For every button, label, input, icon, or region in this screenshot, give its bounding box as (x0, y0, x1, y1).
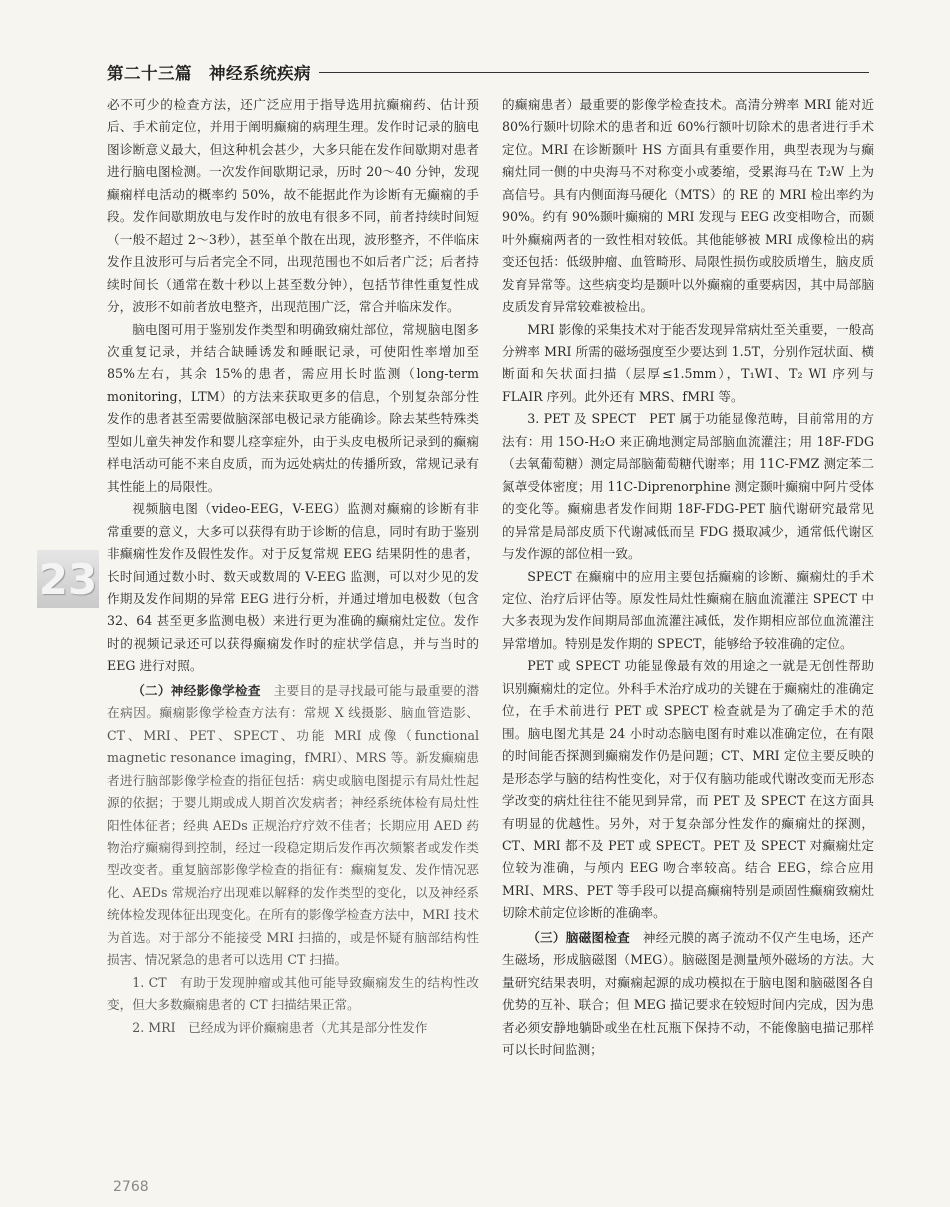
chapter-tab: 23 (37, 550, 99, 608)
paragraph: MRI 影像的采集技术对于能否发现异常病灶至关重要，一般高分辨率 MRI 所需的磁场强度至少要达到 1.5T，分别作冠状面、横断面和矢状面扫描（层厚≤1.5mm），T₁WI、T₂ WI 序列与 FLAIR 序列。此外还有 MRS、fMRI 等。 (502, 321, 874, 404)
page-header-title: 第二十三篇 神经系统疾病 (107, 64, 311, 83)
paragraph: 必不可少的检查方法，还广泛应用于指导选用抗癫痫药、估计预后、手术前定位，并用于阐明癫痫的病理生理。发作时记录的脑电图诊断意义最大，但这种机会甚少，大多只能在发作间歇期对患者进行脑电图检测。一次发作间歇期记录，历时 20～40 分钟，发现癫痫样电活动的概率约 50%，故不能据此作为诊断有无癫痫的手段。发作间歇期放电与发作时的放电有很多不同，前者持续时间短（一般不超过 2～3秒），甚至单个散在出现，波形整齐，不伴临床发作且波形可与后者完全不同，出现范围也不如后者广泛；后者持续时间长（通常在数十秒以上甚至数分钟），包括节律性重复性成分，波形不如前者放电整齐，出现范围广泛，常合并临床发作。 (107, 97, 479, 315)
page-header (107, 58, 869, 86)
section-text: 神经元膜的离子流动不仅产生电场，还产生磁场，形成脑磁图（MEG）。脑磁图是测量颅外磁场的方法。大量研究结果表明，对癫痫起源的成功模拟在于脑电图和脑磁图各自优势的互补、联合；但 MEG 描记要求在较短时间内完成，因为患者必须安静地躺卧或坐在杜瓦瓶下保持不动，不能像脑电描记那样可以长时间监测； (502, 929, 875, 1058)
section-paragraph (502, 927, 874, 1062)
paragraph: 脑电图可用于鉴别发作类型和明确致痫灶部位，常规脑电图多次重复记录，并结合缺睡诱发和睡眠记录，可使阳性率增加至 85%左右，其余 15%的患者，需应用长时监测（long-term monitoring，LTM）的方法来获取更多的信息，个别复杂部分性发作的患者甚至需要做脑深部电极记录方能确诊。除去某些特殊类型如儿童失神发作和婴儿痉挛症外，由于头皮电极所记录到的癫痫样电活动可能不来自皮质，而为远处病灶的传播所致，常规记录有其性能上的局限性。 (107, 321, 479, 494)
section-text: 主要目的是寻找最可能与最重要的潜在病因。癫痫影像学检查方法有：常规 X 线摄影、脑血管造影、CT、MRI、PET、SPECT、功能 MRI 成像（functional magnetic resonance imaging，fMRI）、MRS 等。新发癫痫患者进行脑部影像学检查的指征包括：病史或脑电图提示有局灶性起源的依据；于婴儿期或成人期首次发病者；神经系统体检有局灶性阳性体征者；经典 AEDs 正规治疗疗效不佳者；长期应用 AED 药物治疗癫痫得到控制，经过一段稳定期后发作再次频繁者或发作类型改变者。重复脑部影像学检查的指征有：癫痫复发、发作情况恶化、AEDs 常规治疗出现难以解释的发作类型的变化，以及神经系统体检发现体征出现变化。在所有的影像学检查方法中，MRI 技术为首选。对于部分不能接受 MRI 扫描的，或是怀疑有脑部结构性损害、情况紧急的患者可以选用 CT 扫描。 (107, 682, 480, 968)
left-column (107, 94, 479, 1039)
section-title: （二）神经影像学检查 (132, 682, 261, 698)
paragraph: 2. MRI 已经成为评价癫痫患者（尤其是部分性发作 (132, 1019, 428, 1035)
paragraph: SPECT 在癫痫中的应用主要包括癫痫的诊断、癫痫灶的手术定位、治疗后评估等。原发性局灶性癫痫在脑血流灌注 SPECT 中大多表现为发作间期局部血流灌注减低，发作期相应部位血流灌注异常增加。特别是发作期的 SPECT，能够给予较准确的定位。 (502, 568, 874, 651)
paragraph: 视频脑电图（video-EEG，V-EEG）监测对癫痫的诊断有非常重要的意义，大多可以获得有助于诊断的信息，同时有助于鉴别非癫痫性发作及假性发作。对于反复常规 EEG 结果阴性的患者，长时间通过数小时、数天或数周的 V-EEG 监测，可以对少见的发作期及发作间期的异常 EEG 进行分析，并通过增加电极数（包含 32、64 甚至更多监测电极）来进行更为准确的癫痫灶定位。发作时的视频记录还可以获得癫痫发作时的症状学信息，并与当时的 EEG 进行对照。 (107, 501, 479, 674)
section-paragraph (107, 680, 479, 972)
header-rule (319, 72, 869, 73)
right-column (502, 94, 874, 1061)
section-title: （三）脑磁图检查 (527, 929, 631, 945)
paragraph: 的癫痫患者）最重要的影像学检查技术。高清分辨率 MRI 能对近 80%行颞叶切除术的患者和近 60%行额叶切除术的患者进行手术定位。MRI 在诊断颞叶 HS 方面具有重要作用，典型表现为与癫痫灶同一侧的中央海马不对称变小或萎缩，受累海马在 T₂W 上为高信号。具有内侧面海马硬化（MTS）的 RE 的 MRI 检出率约为 90%。约有 90%颞叶癫痫的 MRI 发现与 EEG 改变相吻合，而颞叶外癫痫两者的一致性相对较低。其他能够被 MRI 成像检出的病变还包括：低级肿瘤、血管畸形、局限性损伤或胶质增生，脑皮质发育异常等。这些病变均是颞叶以外癫痫的重要病因，其中局部脑皮质发育异常较难被检出。 (502, 97, 874, 315)
paragraph: 3. PET 及 SPECT PET 属于功能显像范畴，目前常用的方法有：用 15O-H₂O 来正确地测定局部脑血流灌注；用 18F-FDG（去氧葡萄糖）测定局部脑葡萄糖代谢率；用 11C-FMZ 测定苯二氮䓬受体密度；用 11C-Diprenorphine 测定颞叶癫痫中阿片受体的变化等。癫痫患者发作间期 18F-FDG-PET 脑代谢研究最常见的异常是局部皮质下代谢减低而呈 FDG 摄取减少，通常低代谢区与发作源的部位相一致。 (502, 411, 874, 562)
paragraph: 1. CT 有助于发现肿瘤或其他可能导致癫痫发生的结构性改变，但大多数癫痫患者的 CT 扫描结果正常。 (107, 974, 479, 1013)
paragraph: PET 或 SPECT 功能显像最有效的用途之一就是无创性帮助识别癫痫灶的定位。外科手术治疗成功的关键在于癫痫灶的准确定位，在手术前进行 PET 或 SPECT 检查就是为了确定手术的范围。脑电图尤其是 24 小时动态脑电图有时难以准确定位，在有限的时间能否探测到癫痫发作仍是问题；CT、MRI 定位主要反映的是形态学与脑的结构性变化，对于仅有脑功能或代谢改变而无形态学改变的病灶往往不能见到异常，而 PET 及 SPECT 在这方面具有明显的优越性。另外，对于复杂部分性发作的癫痫灶的探测，CT、MRI 都不及 PET 或 SPECT。PET 及 SPECT 对癫痫灶定位较为准确，与颅内 EEG 吻合率较高。结合 EEG，综合应用 MRI、MRS、PET 等手段可以提高癫痫特别是顽固性癫痫致痫灶切除术前定位诊断的准确率。 (502, 658, 874, 921)
page-number: 2768 (113, 1179, 149, 1195)
